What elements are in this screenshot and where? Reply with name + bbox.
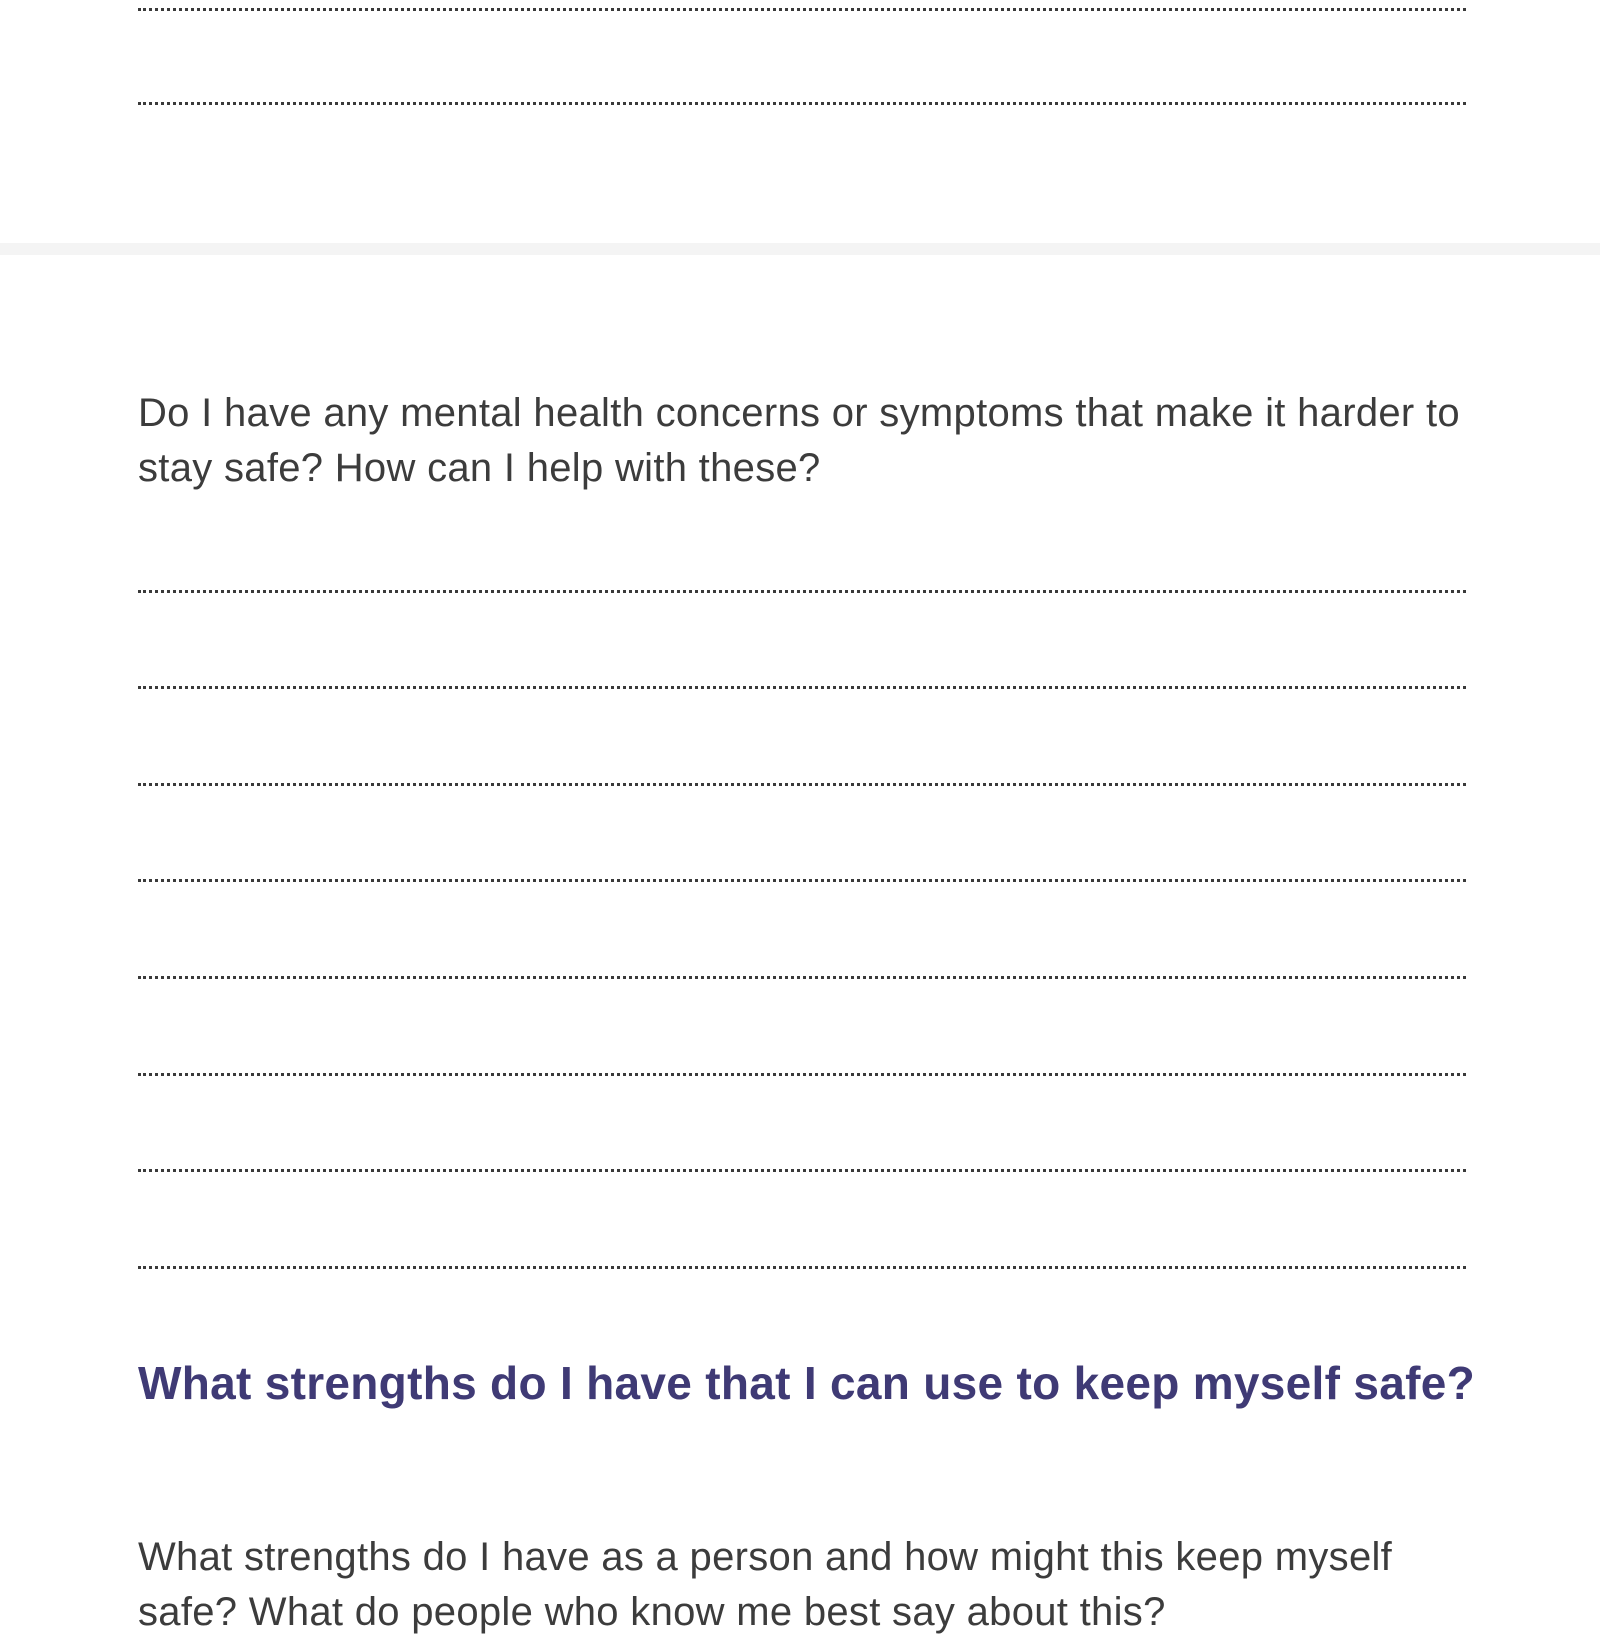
answer-line[interactable] <box>138 783 1466 786</box>
answer-line[interactable] <box>138 102 1466 105</box>
answer-line[interactable] <box>138 879 1466 882</box>
answer-line[interactable] <box>138 590 1466 593</box>
section-divider <box>0 243 1600 255</box>
strengths-question: What strengths do I have as a person and how might this keep myself safe? What do people who know me best say about this? <box>138 1535 1393 1634</box>
answer-line[interactable] <box>138 8 1466 11</box>
answer-line[interactable] <box>138 1169 1466 1172</box>
mental-health-question: Do I have any mental health concerns or symptoms that make it harder to stay safe? How can I help with these? <box>138 391 1460 490</box>
answer-line[interactable] <box>138 1266 1466 1269</box>
answer-line[interactable] <box>138 686 1466 689</box>
strengths-heading: What strengths do I have that I can use to keep myself safe? <box>138 1357 1475 1409</box>
answer-line[interactable] <box>138 976 1466 979</box>
answer-line[interactable] <box>138 1073 1466 1076</box>
